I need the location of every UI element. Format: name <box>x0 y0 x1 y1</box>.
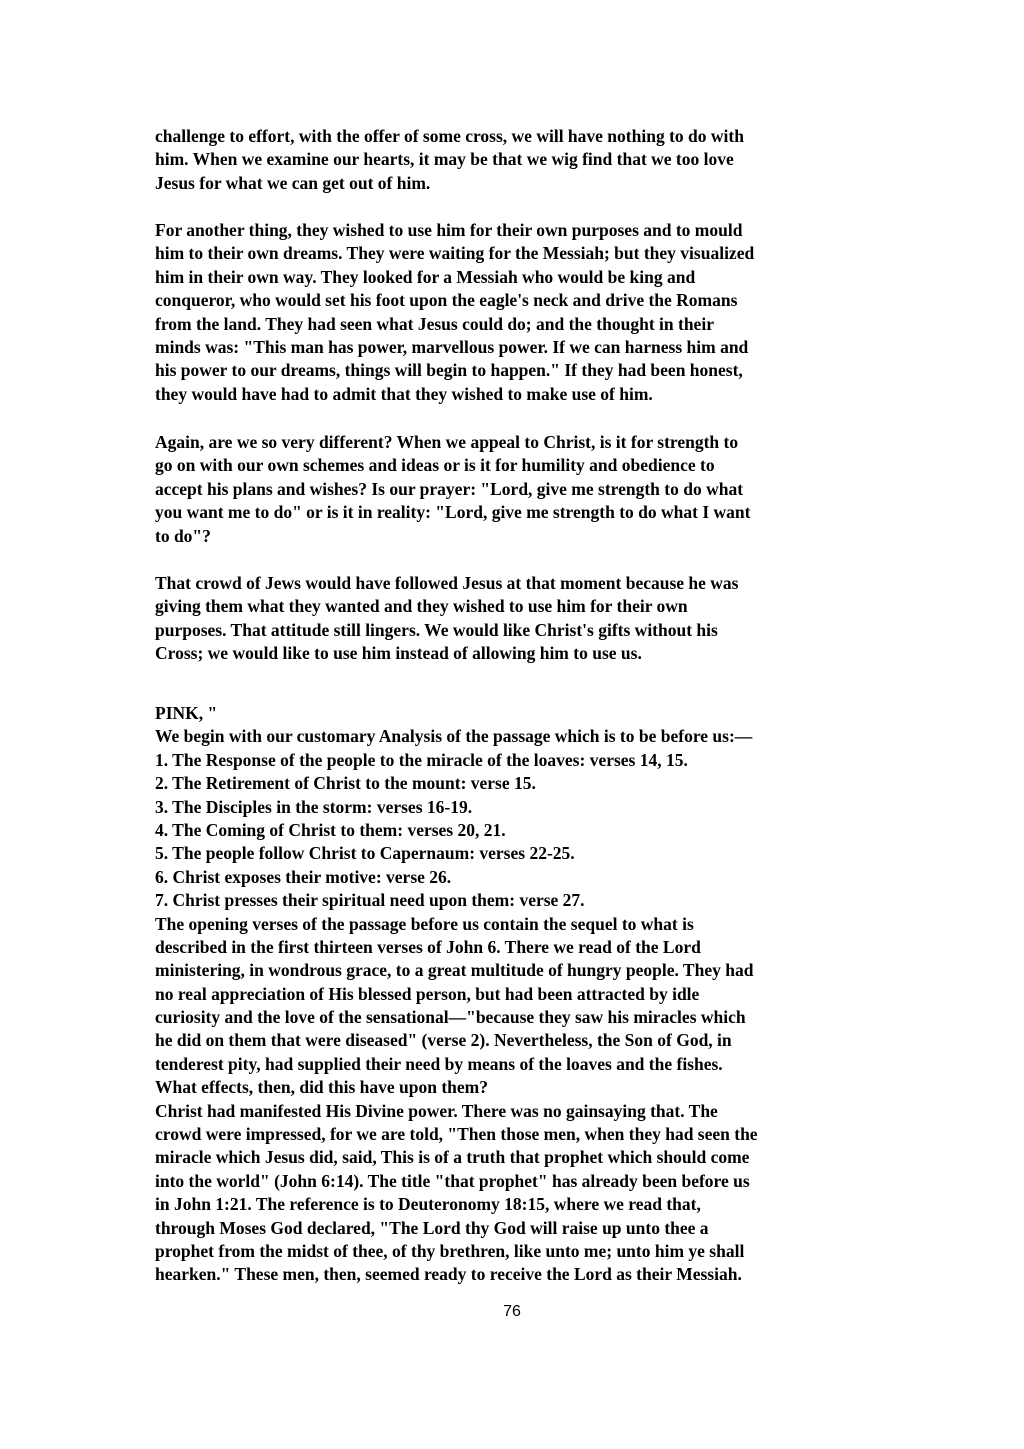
text-line: Jesus for what we can get out of him. <box>155 172 431 193</box>
text-line: crowd were impressed, for we are told, "Then those men, when they had seen the <box>155 1124 758 1145</box>
text-line: conqueror, who would set his foot upon the eagle's neck and drive the Romans <box>155 290 738 311</box>
text-line: ministering, in wondrous grace, to a great multitude of hungry people. They had <box>155 960 754 981</box>
text-line: described in the first thirteen verses of John 6. There we read of the Lord <box>155 936 701 957</box>
text-line: through Moses God declared, "The Lord thy God will raise up unto thee a <box>155 1217 709 1238</box>
text-line: miracle which Jesus did, said, This is of a truth that prophet which should come <box>155 1147 750 1168</box>
paragraph-crowd-of-jews <box>155 572 871 666</box>
text-line: into the world" (John 6:14). The title "that prophet" has already been before us <box>155 1170 750 1191</box>
analysis-item: 1. The Response of the people to the miracle of the loaves: verses 14, 15. <box>155 749 688 770</box>
text-line: For another thing, they wished to use him for their own purposes and to mould <box>155 220 743 240</box>
text-line: from the land. They had seen what Jesus could do; and the thought in their <box>155 313 714 334</box>
paragraph-pink-analysis <box>155 702 871 1287</box>
text-line: his power to our dreams, things will begin to happen." If they had been honest, <box>155 360 743 381</box>
analysis-item: 3. The Disciples in the storm: verses 16-19. <box>155 796 473 817</box>
text-line: go on with our own schemes and ideas or is it for humility and obedience to <box>155 455 715 476</box>
paragraph-challenge <box>155 125 871 195</box>
text-line: What effects, then, did this have upon them? <box>155 1077 489 1098</box>
text-line: purposes. That attitude still lingers. We would like Christ's gifts without his <box>155 619 718 640</box>
analysis-item: 4. The Coming of Christ to them: verses 20, 21. <box>155 819 506 840</box>
analysis-item: 5. The people follow Christ to Capernaum: verses 22-25. <box>155 843 575 864</box>
page-number: 76 <box>503 1303 521 1320</box>
text-line: him to their own dreams. They were waiting for the Messiah; but they visualized <box>155 243 755 264</box>
paragraph-another-thing <box>155 219 871 406</box>
text-line: accept his plans and wishes? Is our prayer: "Lord, give me strength to do what <box>155 478 744 499</box>
analysis-item: 7. Christ presses their spiritual need upon them: verse 27. <box>155 890 585 911</box>
text-line: him in their own way. They looked for a Messiah who would be king and <box>155 266 696 287</box>
text-line: Again, are we so very different? When we appeal to Christ, is it for strength to <box>155 432 739 452</box>
text-line: Christ had manifested His Divine power. There was no gainsaying that. The <box>155 1100 718 1121</box>
text-line: curiosity and the love of the sensational—"because they saw his miracles which <box>155 1007 746 1028</box>
text-line: he did on them that were diseased" (verse 2). Nevertheless, the Son of God, in <box>155 1030 732 1051</box>
analysis-item: 2. The Retirement of Christ to the mount: verse 15. <box>155 773 536 794</box>
section-heading: PINK, " <box>155 703 218 723</box>
text-line: you want me to do" or is it in reality: "Lord, give me strength to do what I want <box>155 502 751 523</box>
text-line: in John 1:21. The reference is to Deuteronomy 18:15, where we read that, <box>155 1194 701 1215</box>
text-line: they would have had to admit that they wished to make use of him. <box>155 383 653 404</box>
text-line: to do"? <box>155 525 211 546</box>
text-line: We begin with our customary Analysis of the passage which is to be before us:— <box>155 726 753 747</box>
text-line: Cross; we would like to use him instead of allowing him to use us. <box>155 643 642 664</box>
text-line: giving them what they wanted and they wished to use him for their own <box>155 596 688 617</box>
text-line: That crowd of Jews would have followed Jesus at that moment because he was <box>155 573 739 593</box>
analysis-item: 6. Christ exposes their motive: verse 26. <box>155 866 452 887</box>
text-line: minds was: "This man has power, marvellous power. If we can harness him and <box>155 336 749 357</box>
text-line: him. When we examine our hearts, it may be that we wig find that we too love <box>155 149 734 170</box>
text-line: tenderest pity, had supplied their need by means of the loaves and the fishes. <box>155 1053 723 1074</box>
text-line: challenge to effort, with the offer of some cross, we will have nothing to do with <box>155 126 744 146</box>
paragraph-again <box>155 431 871 548</box>
text-line: prophet from the midst of thee, of thy brethren, like unto me; unto him ye shall <box>155 1240 745 1261</box>
text-line: no real appreciation of His blessed person, but had been attracted by idle <box>155 983 700 1004</box>
text-line: The opening verses of the passage before us contain the sequel to what is <box>155 913 694 934</box>
text-line: hearken." These men, then, seemed ready to receive the Lord as their Messiah. <box>155 1264 742 1285</box>
